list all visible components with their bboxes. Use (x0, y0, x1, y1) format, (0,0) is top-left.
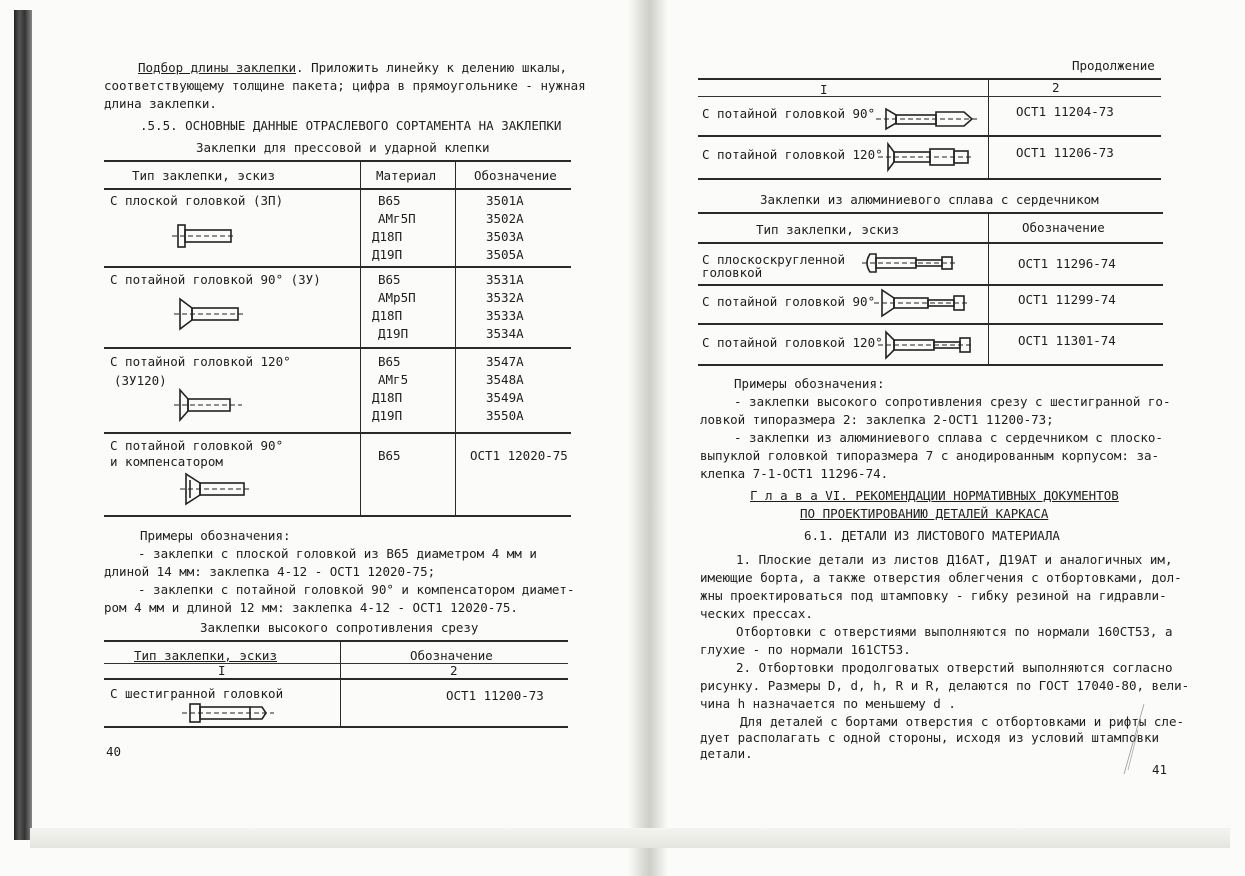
body-line: имеющие борта, а также отверстия облегчения с отбортовками, дол- (700, 570, 1182, 585)
row-material: В65 (378, 272, 401, 287)
body-line: глухие - по нормали 161СТ53. (700, 642, 911, 657)
row-material: Д19П (372, 408, 403, 423)
table1-header-material: Материал (376, 168, 437, 183)
body-line: дует располагать с одной стороны, исходя из условий штамповки (700, 730, 1160, 745)
row-type: С плоскоскругленной (702, 252, 845, 267)
row-code: 3534А (486, 326, 524, 341)
table4-caption: Заклепки из алюминиевого сплава с сердечником (760, 192, 1099, 207)
row-code: 3503А (486, 229, 524, 244)
table1-header-code: Обозначение (474, 168, 557, 183)
row-type: (ЗУ120) (114, 373, 167, 388)
row-code: 3502А (486, 211, 524, 226)
examples2-line: - заклепки высокого сопротивления срезу с шестигранной го- (734, 394, 1171, 409)
table2-header-type: Тип заклепки, эскиз (134, 648, 277, 663)
examples1-title: Примеры обозначения: (140, 528, 291, 543)
table1-header-type: Тип заклепки, эскиз (132, 168, 275, 183)
row-type: С плоской головкой (ЗП) (110, 193, 284, 208)
table2-caption: Заклепки высокого сопротивления срезу (200, 620, 479, 635)
row-type: С потайной головкой 120° (702, 147, 883, 162)
row-type: головкой (702, 265, 763, 280)
examples2-line: клепка 7-1-ОСТ1 11296-74. (700, 466, 889, 481)
chapter-heading-line-1: Г л а в а VI. РЕКОМЕНДАЦИИ НОРМАТИВНЫХ ДОКУМЕНТОВ (750, 488, 1119, 503)
row-code: ОСТ1 11296-74 (1018, 256, 1116, 271)
hex-head-rivet-icon (182, 700, 278, 726)
subsection-heading: 6.1. ДЕТАЛИ ИЗ ЛИСТОВОГО МАТЕРИАЛА (804, 528, 1060, 543)
row-type: С потайной головкой 90° (ЗУ) (110, 272, 321, 287)
row-code: 3501А (486, 193, 524, 208)
flat-head-rivet-icon (170, 222, 240, 252)
examples2-line: ловкой типоразмера 2: заклепка 2-ОСТ1 11200-73; (700, 412, 1054, 427)
section-title: .5.5. ОСНОВНЫЕ ДАННЫЕ ОТРАСЛЕВОГО СОРТАМЕНТА НА ЗАКЛЕПКИ (140, 118, 562, 133)
row-code: 3505А (486, 247, 524, 262)
page-gutter-shadow (628, 0, 668, 876)
row-material: В65 (378, 193, 401, 208)
row-type: С потайной головкой 90° (702, 294, 876, 309)
hs-countersunk-120-icon (878, 142, 974, 172)
countersunk-90-rivet-icon (172, 297, 252, 333)
intro-underlined-term: Подбор длины заклепки (138, 60, 297, 75)
pencil-mark-icon (1110, 700, 1150, 780)
cored-countersunk-90-icon (874, 288, 970, 318)
table3-col-number: 2 (1052, 80, 1060, 95)
row-code: ОСТ1 11299-74 (1018, 292, 1116, 307)
body-line: рисунку. Размеры D, d, h, R и R, делаются по ГОСТ 17040-80, вели- (700, 678, 1190, 693)
book-binding-shadow (14, 10, 32, 840)
examples2-line: - заклепки из алюминиевого сплава с сердечником с плоско- (734, 430, 1163, 445)
table2-header-code: Обозначение (410, 648, 493, 663)
intro-paragraph-line-3: длина заклепки. (104, 96, 217, 111)
body-line: 2. Отбортовки продолговатых отверстий выполняются согласно (736, 660, 1173, 675)
row-material: В65 (378, 448, 401, 463)
body-line: Для деталей с бортами отверстия с отбортовками и рифты сле- (740, 714, 1185, 729)
row-material: Д18П (372, 390, 403, 405)
table4-header-type: Тип заклепки, эскиз (756, 222, 899, 237)
table2-col-number: 2 (450, 663, 458, 678)
row-type: С потайной головкой 90° (110, 438, 284, 453)
row-code: 3533А (486, 308, 524, 323)
examples1-line: ром 4 мм и длиной 12 мм: заклепка 4-12 - ОСТ1 12020-75. (104, 600, 518, 615)
row-code: 3547А (486, 354, 524, 369)
table1-caption: Заклепки для прессовой и ударной клепки (196, 140, 490, 155)
continuation-label: Продолжение (1072, 58, 1155, 73)
examples2-line: выпуклой головкой типоразмера 7 с анодированным корпусом: за- (700, 448, 1160, 463)
row-code: ОСТ1 11301-74 (1018, 333, 1116, 348)
row-material: Д18П (372, 229, 403, 244)
cored-round-head-icon (862, 250, 962, 276)
row-code: 3550А (486, 408, 524, 423)
page-number-left: 40 (106, 744, 122, 759)
row-code: 3531А (486, 272, 524, 287)
cored-countersunk-120-icon (878, 330, 974, 360)
row-code: ОСТ1 11206-73 (1016, 145, 1114, 160)
intro-paragraph-line-1 (138, 60, 567, 76)
row-code: ОСТ1 11204-73 (1016, 104, 1114, 119)
countersunk-compensator-rivet-icon (180, 472, 260, 508)
body-line: 1. Плоские детали из листов Д16АТ, Д19АТ и аналогичных им, (736, 552, 1173, 567)
hs-countersunk-90-icon (876, 106, 980, 132)
row-type: С потайной головкой 120° (702, 335, 883, 350)
page-number-right: 41 (1152, 762, 1168, 777)
row-material: В65 (378, 354, 401, 369)
row-type: С потайной головкой 90° (702, 106, 876, 121)
examples1-line: - заклепки с плоской головкой из В65 диаметром 4 мм и (138, 546, 537, 561)
row-code: ОСТ1 11200-73 (446, 688, 544, 703)
row-type: С потайной головкой 120° (110, 354, 291, 369)
examples1-line: - заклепки с потайной головкой 90° и компенсатором диамет- (138, 582, 575, 597)
row-material: Д19П (378, 326, 409, 341)
body-line: жны проектироваться под штамповку - гибку резиной на гидравли- (700, 588, 1167, 603)
row-material: Д19П (372, 247, 403, 262)
table2-col-number: I (218, 663, 226, 678)
page-bottom-edge (30, 828, 1230, 848)
row-material: Д18П (372, 308, 403, 323)
intro-line-1-rest: . Приложить линейку к делению шкалы, (296, 60, 567, 75)
body-line: Отбортовки с отверстиями выполняются по нормали 160СТ53, а (736, 624, 1173, 639)
table4-header-code: Обозначение (1022, 220, 1105, 235)
chapter-heading-line-2: ПО ПРОЕКТИРОВАНИЮ ДЕТАЛЕЙ КАРКАСА (800, 506, 1049, 521)
examples1-line: длиной 14 мм: заклепка 4-12 - ОСТ1 12020-75; (104, 564, 436, 579)
row-code: 3549А (486, 390, 524, 405)
body-line: детали. (700, 746, 753, 761)
row-code: ОСТ1 12020-75 (470, 448, 568, 463)
row-code: 3548А (486, 372, 524, 387)
row-material: АМг5 (378, 372, 409, 387)
examples2-title: Примеры обозначения: (734, 376, 885, 391)
row-type: С шестигранной головкой (110, 686, 284, 701)
body-line: ческих прессах. (700, 606, 813, 621)
row-type: и компенсатором (110, 454, 223, 469)
countersunk-120-rivet-icon (172, 388, 252, 424)
row-material: АМр5П (378, 290, 416, 305)
intro-paragraph-line-2: соответствующему толщине пакета; цифра в прямоугольнике - нужная (104, 78, 586, 93)
row-material: АМг5П (378, 211, 416, 226)
table3-col-number: I (820, 82, 828, 97)
body-line: чина h назначается по меньшему d . (700, 696, 956, 711)
row-code: 3532А (486, 290, 524, 305)
